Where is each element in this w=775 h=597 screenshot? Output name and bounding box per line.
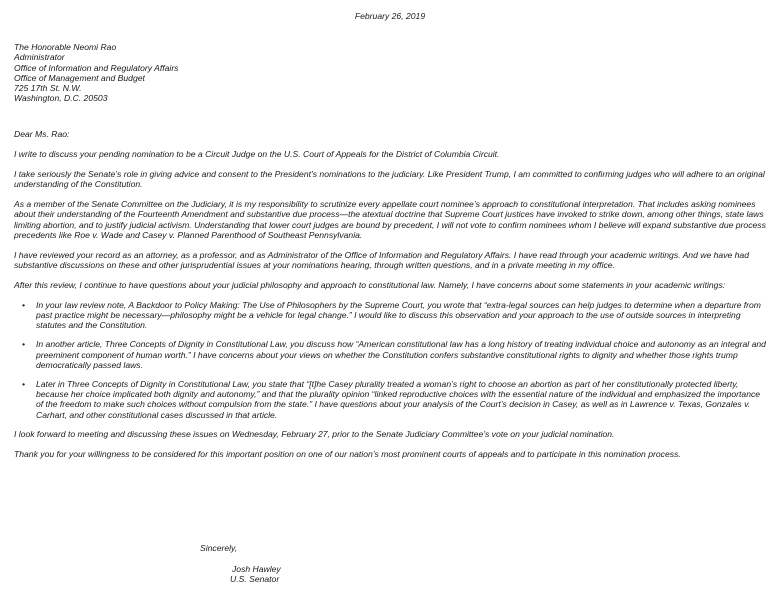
letter-date: February 26, 2019 xyxy=(354,11,426,21)
list-item-text: In another article, Three Concepts of Dignity in Constitutional Law, you discuss how “American constitutional law has a long history of treating individual choice and autonomy as an integral and preeminent component of human worth.” I have concerns about your views on whether the Constitution confers substantive constitutional rights to dignity and whether those rights trump democratically passed laws. xyxy=(36,339,766,370)
paragraph-concerns: After this review, I continue to have questions about your judicial philosophy and approach to constitutional law. Namely, I have concerns about some statements in your academic writings: xyxy=(14,279,726,290)
salutation: Dear Ms. Rao: xyxy=(14,129,70,139)
list-item-text: Later in Three Concepts of Dignity in Constitutional Law, you state that “[t]he Casey plurality treated a woman’s right to choose an abortion as part of her constitutionally protected liberty, because her choice implicated both dignity and autonomy,” and that the plurality opinion “linked reproductive choices with the essential nature of the individual and emphasized the importance of the freedom to make such choices without compulsion from the state.” I have questions about your analysis of the Court’s decision in Casey, as well as in Lawrence v. Texas, Gonzales v. Carhart, and other constitutional cases discussed in that article. xyxy=(36,378,761,420)
bullet-icon: • xyxy=(22,378,26,389)
paragraph-thanks: Thank you for your willingness to be considered for this important position on one of our nation’s most prominent courts of appeals and to participate in this nomination process. xyxy=(14,449,681,460)
letter-body xyxy=(14,129,766,469)
closing: Sincerely, xyxy=(200,543,238,553)
bullet-icon: • xyxy=(22,339,26,350)
bullet-icon: • xyxy=(22,299,26,310)
signature-block xyxy=(230,564,281,585)
recipient-office: Office of Information and Regulatory Affairs xyxy=(14,62,179,73)
list-item xyxy=(22,299,766,331)
list-item-text: In your law review note, A Backdoor to Policy Making: The Use of Philosophers by the Supreme Court, you wrote that “extra-legal sources can help judges to determine when a departure from past practice might be necessary—philosophy might be a vehicle for legal change.” I would like to discuss this observation and your approach to the use of outside sources in interpreting statutes and the Constitution. xyxy=(36,299,761,331)
paragraph-intro: I write to discuss your pending nomination to be a Circuit Judge on the U.S. Court of Appeals for the District of Columbia Circuit. xyxy=(14,148,500,159)
paragraph-record-review: I have reviewed your record as an attorney, as a professor, and as Administrator of the Office of Information and Regulatory Affairs. I have read through your academic writings. And we have had substantive discussions on these and other jurisprudential issues at your nominations hearing, through written questions, and in a private meeting in my office. xyxy=(14,249,749,271)
signer-title: U.S. Senator xyxy=(230,574,280,585)
recipient-name: The Honorable Neomi Rao xyxy=(14,42,117,52)
list-item xyxy=(22,378,766,420)
recipient-agency: Office of Management and Budget xyxy=(14,72,145,83)
concerns-list xyxy=(14,300,766,420)
paragraph-senate-role: I take seriously the Senate’s role in giving advice and consent to the President’s nominations to the judiciary. Like President Trump, I am committed to confirming judges who will adhere to an original understanding of the Constitution. xyxy=(14,168,765,190)
paragraph-judiciary-committee: As a member of the Senate Committee on the Judiciary, it is my responsibility to scrutinize every appellate court nominee’s approach to constitutional interpretation. That includes asking nominees about their understanding of the Fourteenth Amendment and substantive due process—the atextual doctrine that Supreme Court justices have invoked to strike down, among other things, state laws limiting abortion, and to justify judicial activism. Understanding that lower court judges are bound by precedent, I will not vote to confirm nominees whom I believe will expand substantive due process precedents like Roe v. Wade and Casey v. Planned Parenthood of Southeast Pennsylvania. xyxy=(14,198,766,240)
recipient-title: Administrator xyxy=(14,52,65,63)
paragraph-meeting: I look forward to meeting and discussing these issues on Wednesday, February 27, prior to the Senate Judiciary Committee’s vote on your judicial nomination. xyxy=(14,429,615,440)
recipient-street: 725 17th St. N.W. xyxy=(14,83,82,94)
recipient-address xyxy=(14,42,178,104)
list-item xyxy=(22,339,766,370)
signer-name: Josh Hawley xyxy=(232,564,281,574)
letter-page xyxy=(14,0,766,597)
recipient-city: Washington, D.C. 20503 xyxy=(14,93,108,104)
